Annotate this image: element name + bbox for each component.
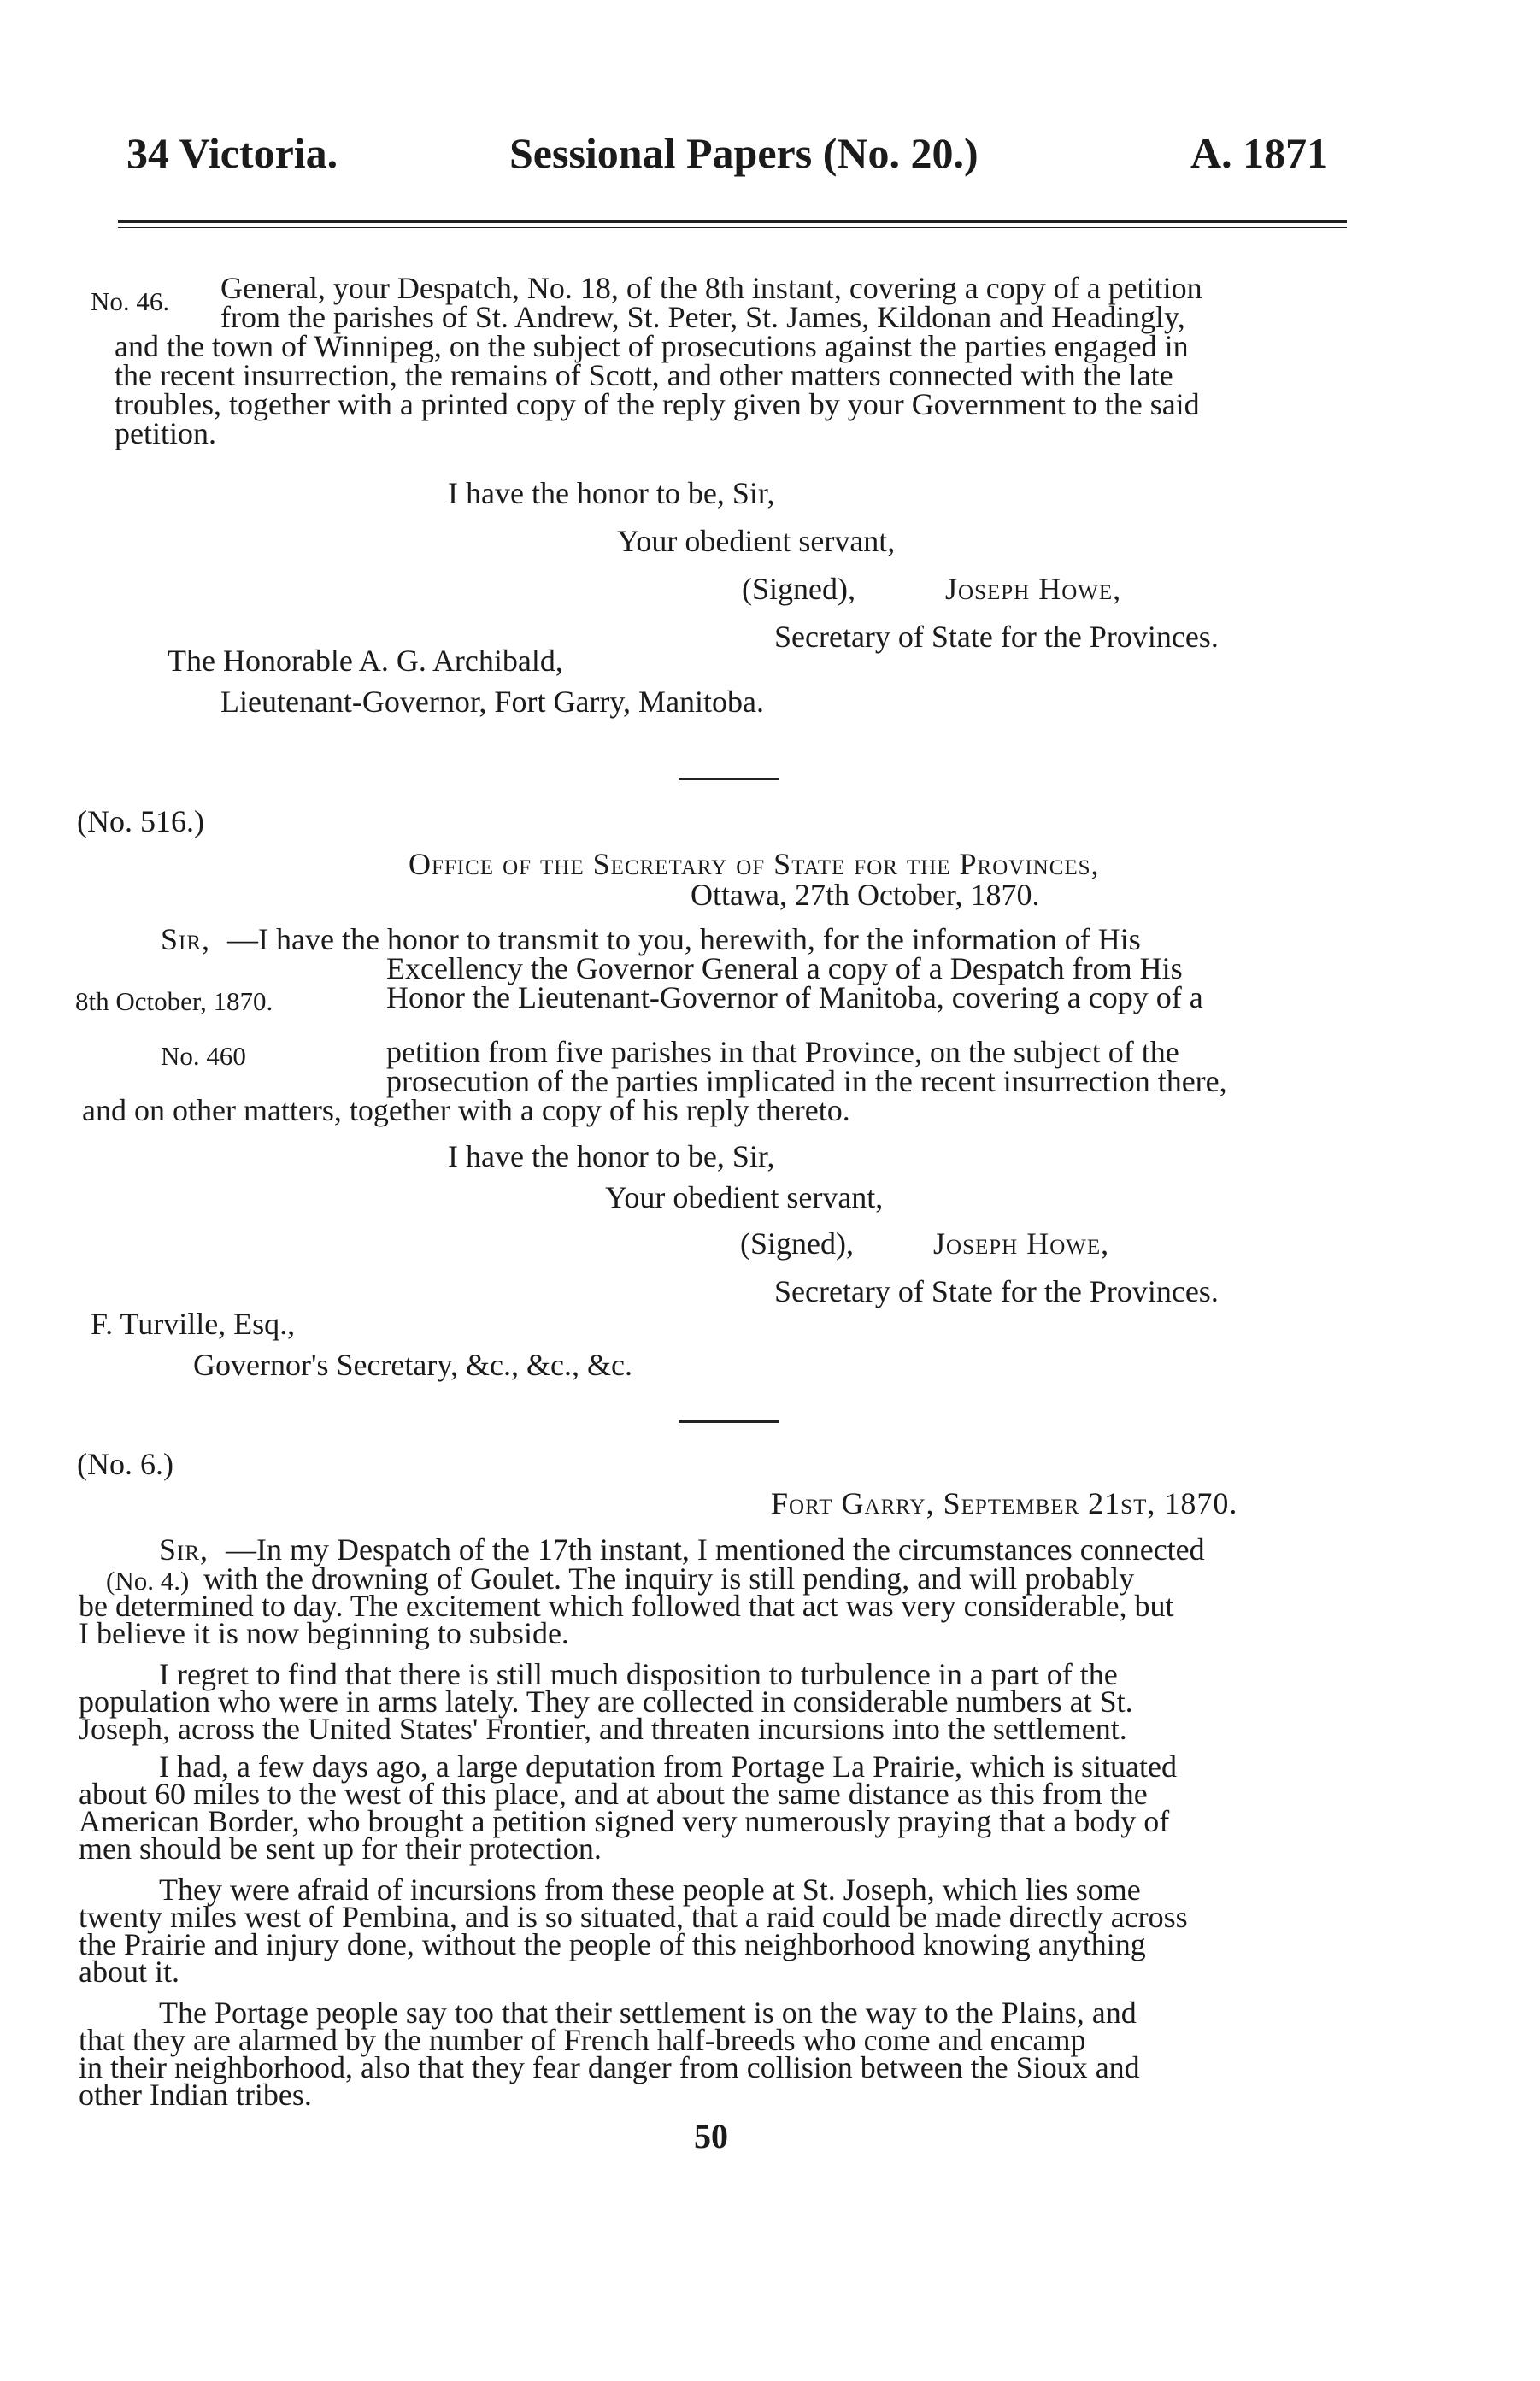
closing-servant: Your obedient servant, (617, 524, 896, 558)
signer-name: Joseph Howe, (933, 1226, 1110, 1261)
addressee-title: Lieutenant-Governor, Fort Garry, Manitoba. (220, 685, 765, 719)
text-line: They were afraid of incursions from these people at St. Joseph, which lies some (159, 1872, 1141, 1907)
page-number: 50 (694, 2117, 728, 2155)
signed-label: (Signed), (740, 1226, 854, 1261)
signed-label: (Signed), (742, 572, 855, 606)
signer-name: Joseph Howe, (945, 572, 1122, 606)
text-line: be determined to day. The excitement which followed that act was very considerable, but (79, 1589, 1174, 1623)
text-line: I believe it is now beginning to subside. (79, 1616, 569, 1650)
text-line: Joseph, across the United States' Frontier, and threaten incursions into the settlement. (79, 1712, 1127, 1746)
text-line: Honor the Lieutenant-Governor of Manitoba, covering a copy of a (386, 980, 1203, 1014)
text-line: American Border, who brought a petition signed very numerously praying that a body of (79, 1804, 1170, 1838)
header-rule-thick (118, 220, 1347, 223)
header-session: 34 Victoria. (126, 129, 338, 177)
text-line: twenty miles west of Pembina, and is so situated, that a raid could be made directly across (79, 1900, 1188, 1934)
signer-title: Secretary of State for the Provinces. (774, 620, 1219, 654)
closing: I have the honor to be, Sir, (448, 1139, 775, 1173)
document-number: (No. 6.) (77, 1447, 173, 1481)
header-title: Sessional Papers (No. 20.) (509, 129, 979, 177)
margin-number: No. 460 (161, 1041, 246, 1071)
signer-title: Secretary of State for the Provinces. (774, 1274, 1219, 1308)
text-line: in their neighborhood, also that they fear danger from collision between the Sioux and (79, 2050, 1140, 2084)
text-line: and on other matters, together with a copy of his reply thereto. (82, 1093, 850, 1127)
text-line: men should be sent up for their protection. (79, 1831, 602, 1866)
salutation: Sir, (159, 1532, 209, 1567)
text-line: about 60 miles to the west of this place, and at about the same distance as this from the (79, 1777, 1148, 1811)
closing-servant: Your obedient servant, (605, 1180, 884, 1214)
addressee-name: The Honorable A. G. Archibald, (168, 644, 563, 678)
text-line: that they are alarmed by the number of French half-breeds who come and encamp (79, 2023, 1086, 2057)
text-line: and the town of Winnipeg, on the subject of prosecutions against the parties engaged in (115, 329, 1189, 363)
margin-date: 8th October, 1870. (75, 986, 273, 1016)
header-year: A. 1871 (1190, 129, 1329, 177)
text-line: the recent insurrection, the remains of Scott, and other matters connected with the late (115, 358, 1173, 392)
salutation: Sir, (161, 922, 211, 956)
section-divider (679, 778, 779, 780)
text-line: about it. (79, 1955, 179, 1989)
text-line: petition. (115, 416, 216, 450)
text-line: population who were in arms lately. They are collected in considerable numbers at St. (79, 1684, 1133, 1719)
closing: I have the honor to be, Sir, (448, 476, 775, 510)
document-number: (No. 516.) (77, 804, 204, 838)
text-line: petition from five parishes in that Province, on the subject of the (386, 1035, 1179, 1069)
text-line: I had, a few days ago, a large deputation from Portage La Prairie, which is situated (159, 1749, 1177, 1784)
text-line: other Indian tribes. (79, 2078, 312, 2112)
text-line: —In my Despatch of the 17th instant, I mentioned the circumstances connected (226, 1532, 1205, 1567)
text-line: I regret to find that there is still much disposition to turbulence in a part of the (159, 1657, 1118, 1691)
place-date: Ottawa, 27th October, 1870. (691, 878, 1040, 912)
section-divider (679, 1420, 779, 1423)
addressee-title: Governor's Secretary, &c., &c., &c. (193, 1348, 632, 1382)
text-line: The Portage people say too that their settlement is on the way to the Plains, and (159, 1996, 1137, 2030)
text-line: from the parishes of St. Andrew, St. Peter, St. James, Kildonan and Headingly, (220, 300, 1185, 334)
text-line: Excellency the Governor General a copy of a Despatch from His (386, 951, 1183, 985)
margin-number: No. 46. (91, 286, 170, 316)
header-rule-thin (118, 227, 1347, 228)
office-line: Office of the Secretary of State for the Provinces, (409, 847, 1100, 881)
text-line: prosecution of the parties implicated in the recent insurrection there, (386, 1064, 1227, 1098)
margin-number: (No. 4.) (106, 1566, 190, 1596)
text-line: the Prairie and injury done, without the people of this neighborhood knowing anything (79, 1927, 1146, 1961)
text-line: —I have the honor to transmit to you, herewith, for the information of His (227, 922, 1141, 956)
text-line: General, your Despatch, No. 18, of the 8th instant, covering a copy of a petition (220, 271, 1202, 305)
addressee-name: F. Turville, Esq., (91, 1307, 296, 1341)
text-line: troubles, together with a printed copy of the reply given by your Government to the said (115, 387, 1200, 421)
place-date: Fort Garry, September 21st, 1870. (771, 1486, 1238, 1520)
text-line: with the drowning of Goulet. The inquiry is still pending, and will probably (203, 1561, 1135, 1596)
